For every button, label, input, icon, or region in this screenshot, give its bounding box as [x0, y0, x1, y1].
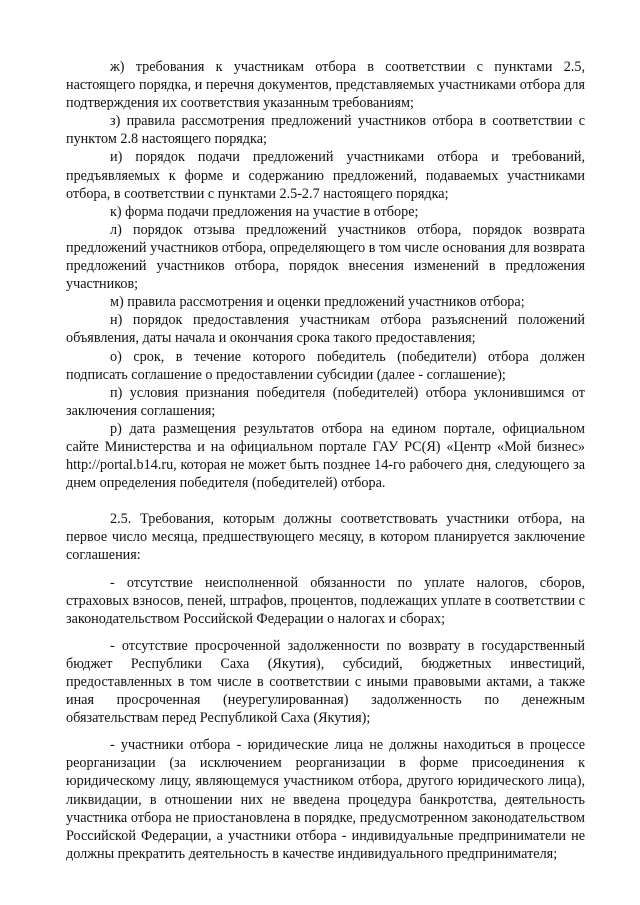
item-zh: ж) требования к участникам отбора в соответствии с пунктами 2.5, настоящего порядка, и перечня документов, представляемых участниками отбора для подтверждения их соответствия указанным требованиям; [66, 59, 585, 112]
item-l: л) порядок отзыва предложений участников отбора, порядок возврата предложений участников отбора, определяющего в том числе основания для возврата предложений участников отбора, порядок внесения изменений в предложения участников; [66, 221, 585, 293]
requirement-no-budget-debt: - отсутствие просроченной задолженности по возврату в государственный бюджет Республики Саха (Якутия), субсидий, бюджетных инвестиций, предоставленных в том числе в соответствии с иными правовыми актами, а также иная просроченная (неурегулированная) задолженность по денежным обязательствам перед Республикой Саха (Якутия); [66, 637, 585, 727]
item-r: р) дата размещения результатов отбора на едином портале, официальном сайте Министерства и на официальном портале ГАУ РС(Я) «Центр «Мой бизнес» http://portal.b14.ru, которая не может быть позднее 14-го рабочего дня, следующего за днем определения победителя (победителей) отбора. [66, 420, 585, 492]
requirement-no-tax-debt: - отсутствие неисполненной обязанности по уплате налогов, сборов, страховых взносов, пеней, штрафов, процентов, подлежащих уплате в соответствии с законодательством Российской Федерации о налогах и сборах; [66, 574, 585, 627]
item-n: н) порядок предоставления участникам отбора разъяснений положений объявления, даты начала и окончания срока такого предоставления; [66, 312, 585, 347]
item-m: м) правила рассмотрения и оценки предложений участников отбора; [110, 294, 525, 311]
item-i: и) порядок подачи предложений участниками отбора и требований, предъявляемых к форме и содержанию предложений, подаваемых участниками отбора, в соответствии с пунктами 2.5-2.7 настоящего порядка; [66, 149, 585, 202]
item-k: к) форма подачи предложения на участие в отборе; [110, 203, 419, 220]
document-page [66, 58, 585, 863]
section-2-5-heading: 2.5. Требования, которым должны соответствовать участники отбора, на первое число месяца, предшествующего месяцу, в котором планируется заключение соглашения: [66, 511, 585, 564]
item-z: з) правила рассмотрения предложений участников отбора в соответствии с пунктом 2.8 настоящего порядка; [66, 113, 585, 148]
item-o: о) срок, в течение которого победитель (победители) отбора должен подписать соглашение о предоставлении субсидии (далее - соглашение); [66, 348, 585, 383]
requirement-no-reorganization: - участники отбора - юридические лица не должны находиться в процессе реорганизации (за исключением реорганизации в форме присоединения к юридическому лицу, являющемуся участником отбора, другого юридического лица), ликвидации, в отношении них не введена процедура банкротства, деятельность участника отбора не приостановлена в порядке, предусмотренном законодательством Российской Федерации, а участники отбора - индивидуальные предприниматели не должны прекратить деятельность в качестве индивидуального предпринимателя; [66, 737, 585, 862]
item-p: п) условия признания победителя (победителей) отбора уклонившимся от заключения соглашения; [66, 384, 585, 419]
